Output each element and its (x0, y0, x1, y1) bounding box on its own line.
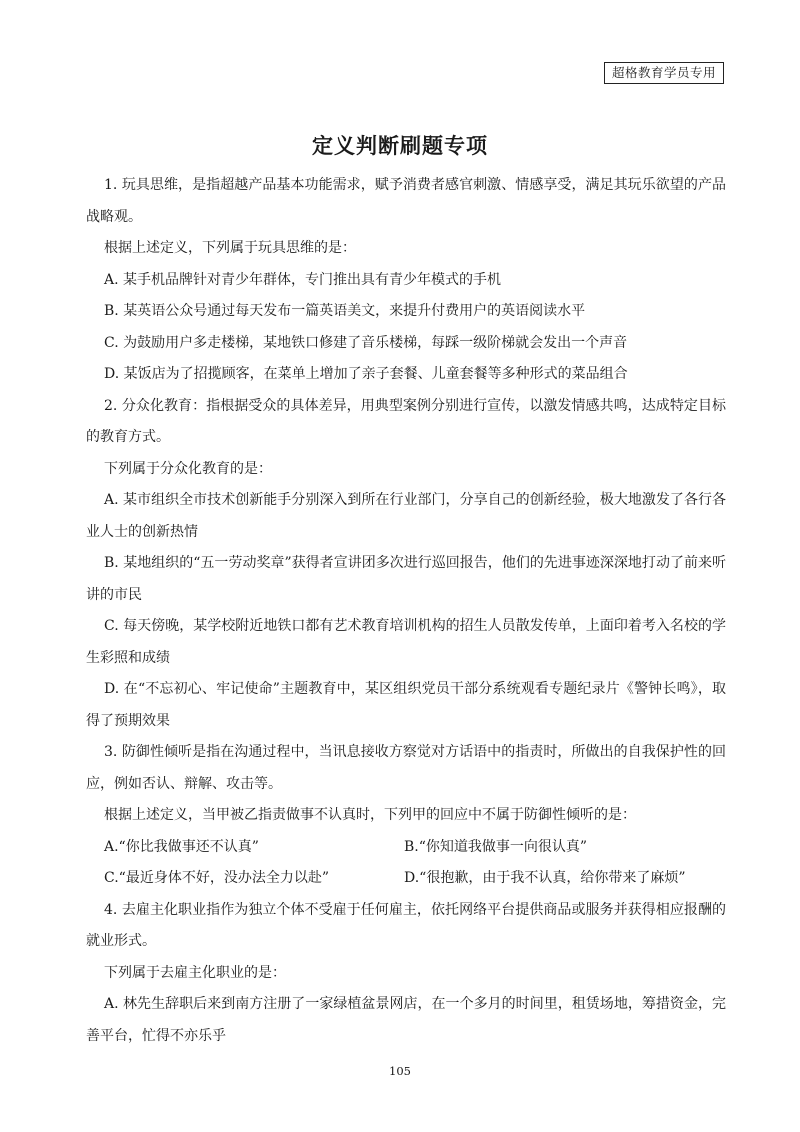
question-3-option-d: D.“很抱歉，由于我不认真，给你带来了麻烦” (404, 870, 686, 886)
question-1-option-d: D. 某饭店为了招揽顾客，在菜单上增加了亲子套餐、儿童套餐等多种形式的菜品组合 (104, 366, 628, 382)
question-3-option-c: C.“最近身体不好，没办法全力以赴” (104, 870, 329, 886)
question-2-option-c: C. 每天傍晚，某学校附近地铁口都有艺术教育培训机构的招生人员散发传单，上面印着考入名校的学生彩照和成绩 (86, 618, 726, 666)
question-3-stem: 3. 防御性倾听是指在沟通过程中，当讯息接收方察觉对方话语中的指责时，所做出的自我保护性的回应，例如否认、辩解、攻击等。 (86, 744, 726, 792)
question-4-option-a: A. 林先生辞职后来到南方注册了一家绿植盆景网店，在一个多月的时间里，租赁场地，筹措资金，完善平台，忙得不亦乐乎 (86, 996, 726, 1044)
question-1-stem: 1. 玩具思维，是指超越产品基本功能需求，赋予消费者感官刺激、情感享受，满足其玩乐欲望的产品战略观。 (86, 177, 726, 225)
page-title: 定义判断刷题专项 (312, 133, 488, 158)
question-3-options-row-2 (86, 863, 726, 895)
question-2-option-d: D. 在“不忘初心、牢记使命”主题教育中，某区组织党员干部分系统观看专题纪录片《警钟长鸣》，取得了预期效果 (86, 681, 726, 729)
page-number: 105 (389, 1064, 411, 1078)
question-3-option-a: A.“你比我做事还不认真” (104, 838, 259, 855)
question-1-option-b: B. 某英语公众号通过每天发布一篇英语美文，来提升付费用户的英语阅读水平 (104, 303, 586, 319)
question-3-options-row-1 (86, 832, 726, 864)
question-1-option-a: A. 某手机品牌针对青少年群体，专门推出具有青少年模式的手机 (104, 271, 502, 288)
question-3-option-b: B.“你知道我做事一向很认真” (404, 838, 588, 855)
question-2-prompt: 下列属于分众化教育的是： (104, 460, 272, 477)
question-3-prompt: 根据上述定义，当甲被乙指责做事不认真时，下列甲的回应中不属于防御性倾听的是： (104, 807, 636, 823)
question-2-option-b: B. 某地组织的“五一劳动奖章”获得者宣讲团多次进行巡回报告，他们的先进事迹深深地打动了前来听讲的市民 (86, 555, 726, 603)
question-4-stem: 4. 去雇主化职业指作为独立个体不受雇于任何雇主，依托网络平台提供商品或服务并获得相应报酬的就业形式。 (86, 901, 726, 949)
question-4-prompt: 下列属于去雇主化职业的是： (104, 964, 286, 981)
question-1-option-c: C. 为鼓励用户多走楼梯，某地铁口修建了音乐楼梯，每踩一级阶梯就会发出一个声音 (104, 334, 628, 351)
question-1-prompt: 根据上述定义，下列属于玩具思维的是： (104, 240, 356, 256)
question-list (86, 170, 726, 1052)
question-2-stem: 2. 分众化教育：指根据受众的具体差异，用典型案例分别进行宣传，以激发情感共鸣，达成特定目标的教育方式。 (86, 397, 726, 445)
question-2-option-a: A. 某市组织全市技术创新能手分别深入到所在行业部门，分享自己的创新经验，极大地激发了各行各业人士的创新热情 (86, 492, 726, 540)
student-use-badge: 超格教育学员专用 (604, 62, 724, 84)
